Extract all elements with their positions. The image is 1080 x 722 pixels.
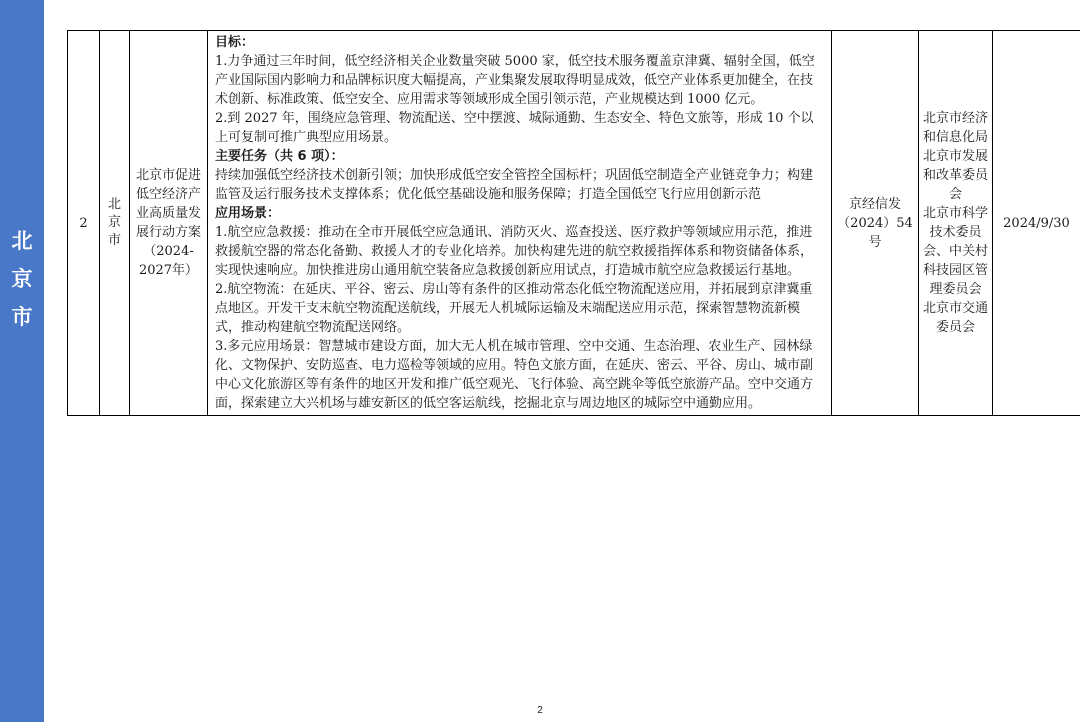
page-number: 2 <box>537 705 543 716</box>
scenario-1: 1.航空应急救援：推动在全市开展低空应急通讯、消防灭火、巡查投送、医疗救护等领域应用示范，推进救援航空器的常态化备勤、救援人才的专业化培养。加快构建先进的航空救援指挥体系和物资储备体系，实现快速响应。加快推进房山通用航空装备应急救援创新应用试点，打造城市航空应急救援运行基地。 <box>215 225 814 278</box>
department-2: 北京市发展和改革委员会 <box>922 149 988 202</box>
department-1: 北京市经济和信息化局 <box>922 111 988 145</box>
side-label-char-1: 北 <box>11 229 33 253</box>
goal-2: 2.到 2027 年，围绕应急管理、物流配送、空中摆渡、城际通勤、生态安全、特色文旅等，形成 10 个以上可复制可推广典型应用场景。 <box>215 111 814 145</box>
goal-1: 1.力争通过三年时间，低空经济相关企业数量突破 5000 家，低空技术服务覆盖京津冀、辐射全国，低空产业国际国内影响力和品牌标识度大幅提高，产业集聚发展取得明显成效，低空产业体系更加健全，在技术创新、标准政策、低空安全、应用需求等领域形成全国引领示范，产业规模达到 1000 亿元。 <box>215 54 815 107</box>
row-index-cell <box>68 31 100 416</box>
region-side-band <box>0 0 44 722</box>
side-label-char-2: 京 <box>11 267 33 291</box>
doc-number-cell <box>832 31 919 416</box>
policy-table <box>67 30 1080 416</box>
doc-number: 京经信发（2024）54 号 <box>837 196 913 250</box>
date-cell <box>993 31 1080 416</box>
department-4: 北京市交通委员会 <box>922 301 988 335</box>
issue-date: 2024/9/30 <box>1003 215 1070 231</box>
policy-content-cell <box>208 31 832 416</box>
region-side-label <box>0 222 44 336</box>
side-label-char-3: 市 <box>11 305 33 329</box>
policy-name-cell <box>130 31 208 416</box>
scenario-3: 3.多元应用场景：智慧城市建设方面，加大无人机在城市管理、空中交通、生态治理、农业生产、园林绿化、文物保护、安防巡查、电力巡检等领域的应用。特色文旅方面，在延庆、密云、平谷、房山、城市副中心文化旅游区等有条件的地区开发和推广低空观光、飞行体验、高空跳伞等低空旅游产品。空中交通方面，探索建立大兴机场与雄安新区的低空客运航线，挖掘北京与周边地区的城际空中通勤应用。 <box>215 339 814 411</box>
departments-cell <box>919 31 993 416</box>
scenario-2: 2.航空物流：在延庆、平谷、密云、房山等有条件的区推动常态化低空物流配送应用，并拓展到京津冀重点地区。开发干支末航空物流配送航线，开展无人机城际运输及末端配送应用示范，探索智慧物流新模式，推动构建航空物流配送网络。 <box>215 282 813 335</box>
goals-heading: 目标： <box>215 35 255 50</box>
tasks-text: 持续加强低空经济技术创新引领；加快形成低空安全管控全国标杆；巩固低空制造全产业链竞争力；构建监管及运行服务技术支撑体系；优化低空基础设施和服务保障；打造全国低空飞行应用创新示范 <box>215 168 814 202</box>
department-3: 北京市科学技术委员会、中关村科技园区管理委员会 <box>922 206 988 297</box>
table-row <box>68 31 1080 416</box>
scenarios-heading: 应用场景： <box>215 206 281 221</box>
policy-name: 北京市促进低空经济产业高质量发展行动方案（2024-2027年） <box>135 168 201 278</box>
row-index: 2 <box>79 215 88 231</box>
region-name: 北京市 <box>107 197 121 248</box>
tasks-heading: 主要任务（共 6 项）： <box>215 149 344 164</box>
region-cell <box>100 31 130 416</box>
